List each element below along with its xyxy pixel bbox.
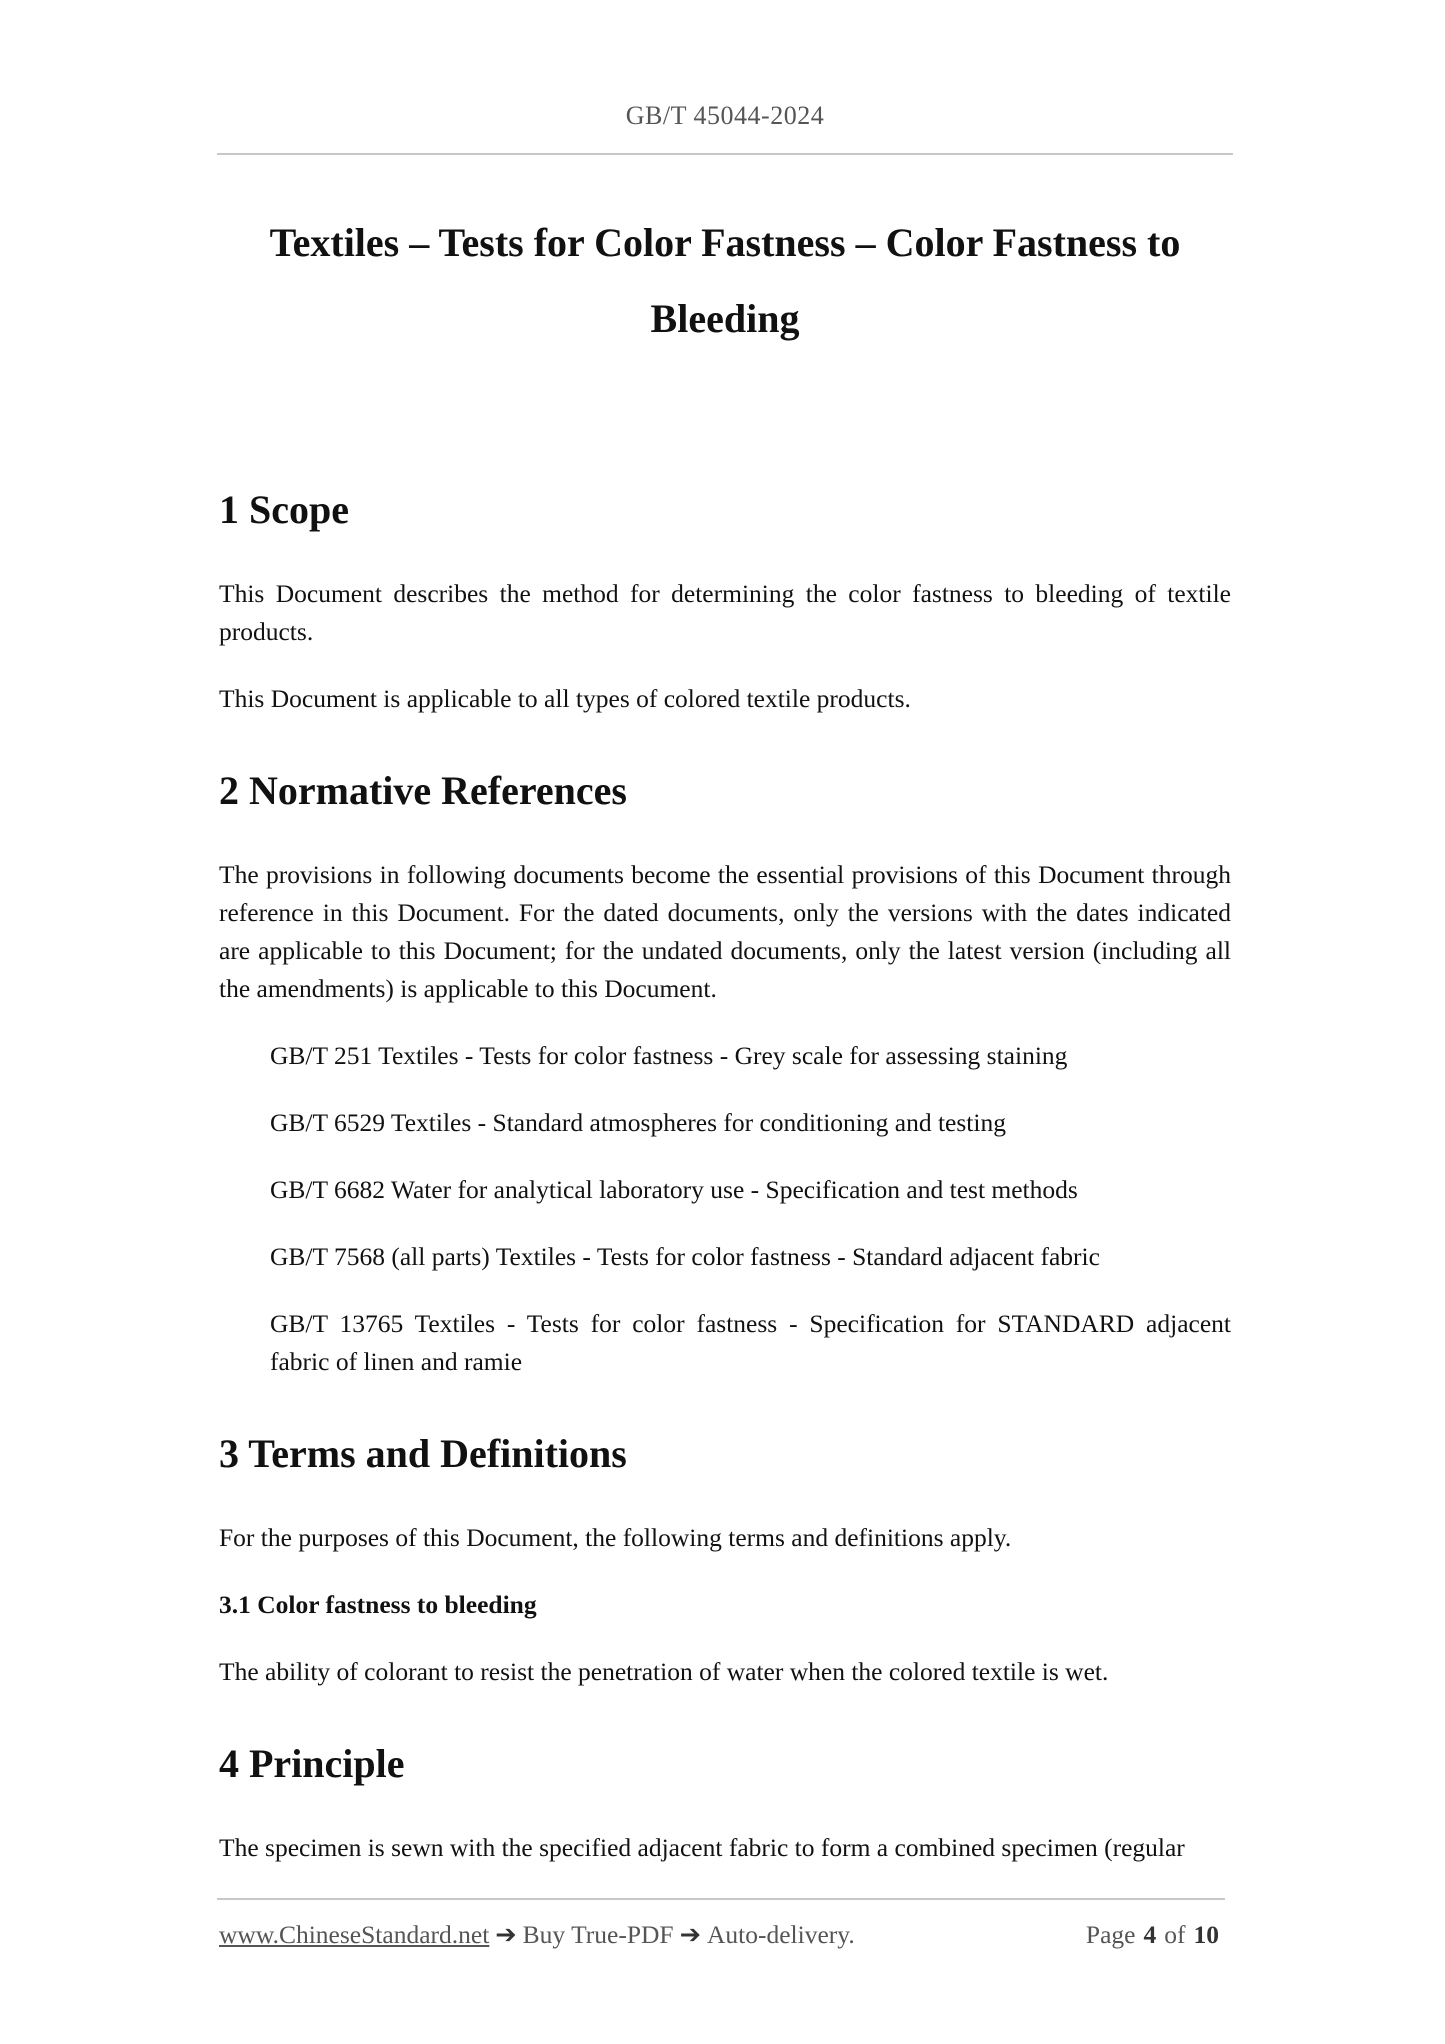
page-total: 10 xyxy=(1193,1920,1219,1949)
title-line-2: Bleeding xyxy=(650,296,800,341)
delivery-text: Auto-delivery. xyxy=(706,1920,855,1949)
term-definition: The ability of colorant to resist the penetration of water when the colored textile is wet. xyxy=(219,1657,1109,1686)
reference-item: GB/T 251 Textiles - Tests for color fastness - Grey scale for assessing staining xyxy=(270,1041,1068,1070)
footer-promo xyxy=(219,1916,855,1954)
site-link[interactable]: www.ChineseStandard.net xyxy=(219,1920,490,1949)
section-heading-principle: 4 Principle xyxy=(219,1741,405,1786)
scope-paragraph-1: This Document describes the method for determining the color fastness to bleeding of textile products. xyxy=(219,579,1231,646)
principle-paragraph: The specimen is sewn with the specified adjacent fabric to form a combined specimen (regular xyxy=(219,1833,1185,1862)
reference-item: GB/T 6682 Water for analytical laboratory use - Specification and test methods xyxy=(270,1175,1078,1204)
reference-item: GB/T 13765 Textiles - Tests for color fastness - Specification for STANDARD adjacent fabric of linen and ramie xyxy=(270,1309,1231,1376)
footer-divider xyxy=(217,1898,1225,1900)
scope-paragraph-2: This Document is applicable to all types of colored textile products. xyxy=(219,684,911,713)
section-heading-terms-definitions: 3 Terms and Definitions xyxy=(219,1431,627,1476)
term-heading: 3.1 Color fastness to bleeding xyxy=(219,1590,537,1619)
page-of: of xyxy=(1164,1920,1186,1949)
page-label: Page xyxy=(1085,1920,1136,1949)
arrow-right-icon: ➔ xyxy=(679,1920,701,1949)
section-heading-normative-references: 2 Normative References xyxy=(219,768,627,813)
buy-text: Buy True-PDF xyxy=(522,1920,674,1949)
section-heading-scope: 1 Scope xyxy=(219,487,349,532)
document-title xyxy=(217,205,1233,357)
normative-references-paragraph: The provisions in following documents become the essential provisions of this Document through reference in this Document. For the dated documents, only the versions with the dates indicated are applicable to this Document; for the undated documents, only the latest version (including all the amendments) is applicable to this Document. xyxy=(219,860,1231,1003)
title-line-1: Textiles – Tests for Color Fastness – Color Fastness to xyxy=(269,220,1181,265)
reference-item: GB/T 6529 Textiles - Standard atmospheres for conditioning and testing xyxy=(270,1108,1006,1137)
reference-item: GB/T 7568 (all parts) Textiles - Tests for color fastness - Standard adjacent fabric xyxy=(270,1242,1100,1271)
page-current: 4 xyxy=(1143,1920,1157,1949)
running-header: GB/T 45044-2024 xyxy=(625,101,825,130)
terms-paragraph: For the purposes of this Document, the following terms and definitions apply. xyxy=(219,1523,1012,1552)
header-divider xyxy=(217,153,1233,155)
arrow-right-icon: ➔ xyxy=(495,1920,517,1949)
page-number xyxy=(1086,1916,1219,1954)
document-body xyxy=(219,480,1231,1867)
reference-list xyxy=(219,1037,1231,1381)
